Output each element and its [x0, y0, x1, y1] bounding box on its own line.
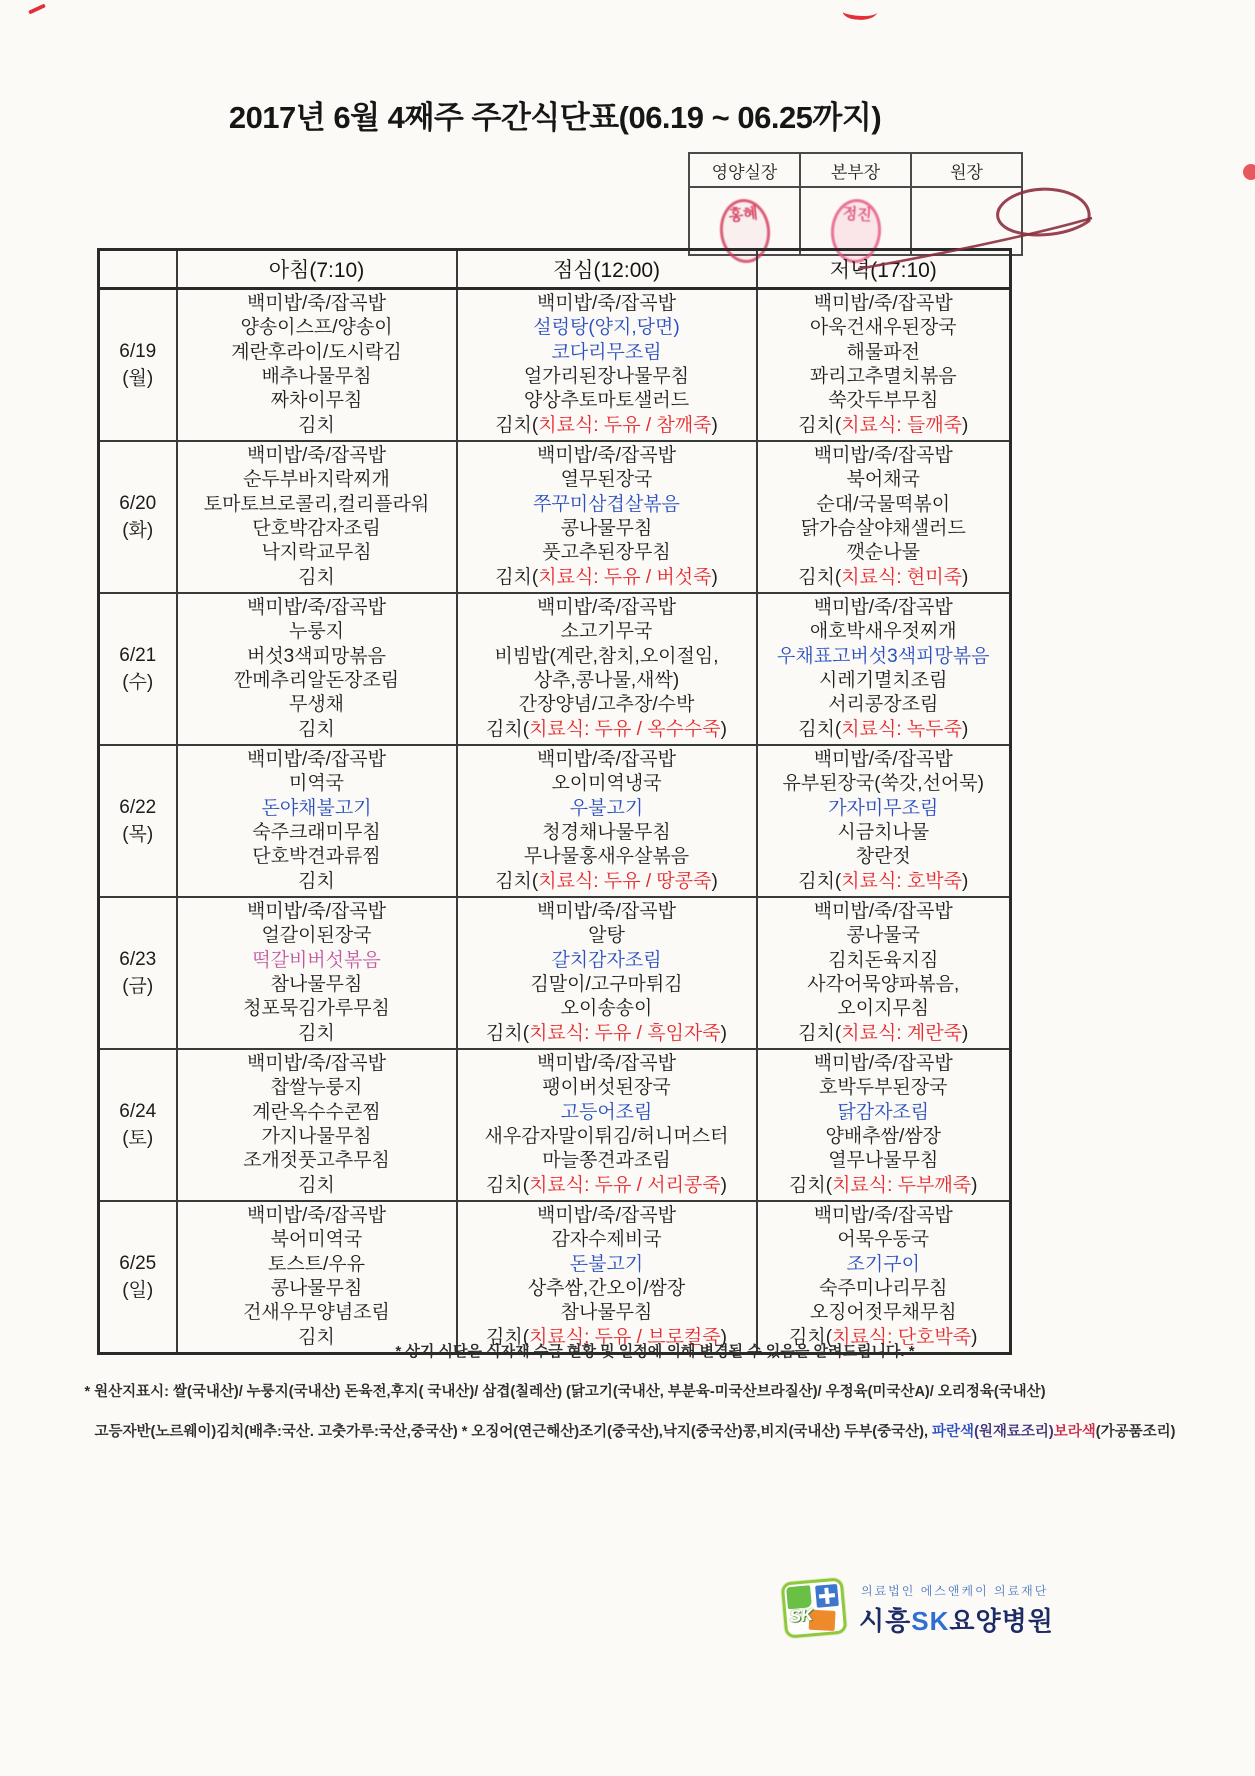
meal-cell-dinner [757, 441, 1011, 593]
date-cell [99, 441, 177, 593]
menu-item: 김치(치료식: 현미죽) [798, 566, 969, 588]
menu-item: 사각어묵양파볶음, [807, 974, 960, 995]
meal-cell-breakfast [177, 745, 457, 897]
hospital-name-suffix: 요양병원 [949, 1606, 1054, 1636]
menu-item: 갈치감자조림 [551, 949, 662, 971]
meal-cell-lunch [457, 1201, 757, 1354]
approval-header-nutrition-director: 영양실장 [689, 153, 800, 187]
red-stamp-icon: 홍혜 [716, 197, 772, 266]
date-label: 6/21 [119, 645, 157, 666]
menu-item: 백미밥/죽/잡곡밥 [813, 292, 953, 314]
menu-item: 창란젓 [855, 846, 911, 868]
menu-item: 김치(치료식: 두유 / 흑임자죽) [486, 1022, 727, 1044]
menu-item: 백미밥/죽/잡곡밥 [246, 1052, 387, 1074]
menu-item: 고등어조림 [560, 1101, 653, 1123]
menu-item: 닭가슴살야채샐러드 [800, 518, 966, 539]
menu-item: 유부된장국(쑥갓,선어묵) [782, 773, 984, 795]
menu-item: 누룽지 [288, 621, 345, 643]
legend-blue-label: 파란색 [932, 1424, 975, 1440]
menu-item: 콩나물무침 [560, 518, 653, 539]
menu-item: 닭감자조림 [837, 1101, 930, 1123]
menu-item: 김치(치료식: 두유 / 땅콩죽) [495, 870, 718, 892]
menu-item: 팽이버섯된장국 [542, 1077, 671, 1099]
page-title: 2017년 6월 4째주 주간식단표(06.19 ~ 06.25까지) [228, 100, 882, 135]
menu-item: 양상추토마토샐러드 [523, 390, 690, 412]
menu-item: 어묵우동국 [837, 1229, 930, 1251]
menu-item: 백미밥/죽/잡곡밥 [536, 596, 677, 618]
menu-day-row [99, 745, 1011, 897]
menu-item: 양배추쌈/쌈장 [825, 1126, 941, 1147]
menu-item: 토스트/우유 [267, 1253, 366, 1275]
menu-item: 백미밥/죽/잡곡밥 [536, 292, 677, 314]
menu-item: 오이지무침 [837, 998, 930, 1020]
menu-item: 오징어젓무채무침 [809, 1302, 957, 1324]
meal-cell-lunch [457, 441, 757, 593]
menu-item: 서리콩장조림 [828, 694, 939, 716]
menu-item: 김치 [298, 1326, 335, 1348]
menu-item: 숙주크래미무침 [252, 822, 381, 843]
menu-item: 얼가리된장나물무침 [523, 366, 690, 387]
menu-item: 순대/국물떡볶이 [816, 493, 951, 515]
menu-header-breakfast: 아침(7:10) [177, 250, 457, 289]
menu-item: 열무된장국 [560, 469, 653, 491]
scan-mark-top-right [842, 2, 877, 21]
menu-item: 백미밥/죽/잡곡밥 [536, 1052, 677, 1074]
menu-item: 조기구이 [846, 1253, 920, 1275]
menu-item: 새우감자말이튀김/허니머스터 [484, 1126, 729, 1147]
menu-item: 설렁탕(양지,당면) [533, 317, 680, 339]
menu-item: 백미밥/죽/잡곡밥 [813, 444, 953, 466]
menu-item: 백미밥/죽/잡곡밥 [246, 292, 387, 314]
hospital-logo [783, 1580, 1054, 1638]
menu-item: 백미밥/죽/잡곡밥 [246, 444, 387, 466]
menu-item: 깐메추리알돈장조림 [233, 670, 400, 691]
menu-item: 백미밥/죽/잡곡밥 [813, 1052, 953, 1074]
approval-header-director: 원장 [911, 153, 1022, 187]
meal-cell-lunch [457, 593, 757, 745]
menu-item: 김치(치료식: 두유 / 참깨죽) [495, 414, 718, 436]
menu-item: 무나물홍새우살볶음 [523, 846, 690, 868]
menu-table-body [99, 289, 1011, 1354]
menu-item: 백미밥/죽/잡곡밥 [536, 900, 677, 922]
meal-cell-dinner [757, 289, 1011, 442]
date-cell [99, 897, 177, 1049]
menu-item: 알탕 [588, 925, 625, 947]
menu-item: 가자미무조림 [828, 797, 939, 819]
date-label: 6/22 [119, 797, 157, 818]
menu-item: 김치 [298, 1022, 335, 1044]
approval-cell-division-head [800, 187, 911, 255]
approval-stamp-row [689, 187, 1022, 255]
legend-blue-desc: (원재료조리) [974, 1424, 1054, 1440]
approval-header-row [689, 153, 1022, 187]
date-cell [99, 593, 177, 745]
menu-item: 아욱건새우된장국 [809, 317, 957, 339]
menu-item: 해물파전 [846, 341, 920, 363]
approval-header-division-head: 본부장 [800, 153, 911, 187]
weekday-label: (화) [122, 520, 154, 541]
menu-item: 쭈꾸미삼겹살볶음 [533, 493, 680, 515]
menu-day-row [99, 289, 1011, 442]
menu-item: 김치 [298, 718, 335, 740]
menu-item: 코다리무조림 [551, 341, 662, 363]
meal-cell-dinner [757, 1049, 1011, 1201]
menu-day-row [99, 1049, 1011, 1201]
approval-cell-director [911, 187, 1022, 255]
menu-item: 계란옥수수콘찜 [252, 1101, 381, 1123]
sk-logo-icon: SK [781, 1577, 848, 1638]
menu-item: 김치 [298, 1174, 335, 1196]
weekday-label: (목) [122, 824, 154, 845]
menu-item: 백미밥/죽/잡곡밥 [246, 900, 387, 922]
menu-item: 백미밥/죽/잡곡밥 [536, 748, 677, 770]
meal-cell-breakfast [177, 593, 457, 745]
meal-cell-lunch [457, 745, 757, 897]
menu-item: 김치 [298, 870, 335, 892]
meal-cell-lunch [457, 897, 757, 1049]
menu-item: 토마토브로콜리,컬리플라워 [203, 493, 430, 515]
menu-item: 비빔밥(계란,참치,오이절임, [494, 645, 719, 667]
menu-day-row [99, 441, 1011, 593]
menu-item: 상추쌈,간오이/쌈장 [527, 1278, 686, 1299]
menu-item: 백미밥/죽/잡곡밥 [536, 1204, 677, 1226]
menu-item: 콩나물국 [846, 925, 920, 947]
menu-item: 미역국 [288, 773, 345, 795]
menu-item: 낙지락교무침 [261, 542, 372, 564]
menu-item: 호박두부된장국 [819, 1077, 948, 1099]
menu-item: 양송이스프/양송이 [240, 317, 393, 339]
weekday-label: (일) [122, 1280, 154, 1301]
scan-mark-top-left [28, 3, 46, 14]
menu-day-row [99, 593, 1011, 745]
legend-purple-desc: (가공품조리) [1095, 1424, 1176, 1440]
weekday-label: (토) [122, 1128, 154, 1149]
change-notice: * 상기 식단은 식자재 수급 현황 및 일정에 의해 변경될 수 있음을 알려드립니다. * [395, 1343, 915, 1360]
menu-item: 가지나물무침 [261, 1126, 372, 1147]
meal-cell-breakfast [177, 289, 457, 442]
menu-item: 버섯3색피망볶음 [246, 645, 387, 667]
scan-mark-right-edge [1243, 164, 1255, 180]
menu-item: 오이미역냉국 [551, 773, 662, 795]
menu-item: 꽈리고추멸치볶음 [809, 366, 957, 387]
menu-item: 북어채국 [846, 469, 920, 491]
red-stamp-icon: 정진 [828, 197, 882, 264]
menu-item: 김치(치료식: 단호박죽) [789, 1326, 978, 1348]
menu-item: 우채표고버섯3색피망볶음 [777, 645, 990, 667]
meal-cell-breakfast [177, 897, 457, 1049]
meal-cell-breakfast [177, 1201, 457, 1354]
meal-cell-breakfast [177, 441, 457, 593]
menu-item: 시레기멸치조림 [819, 670, 948, 691]
menu-item: 백미밥/죽/잡곡밥 [246, 748, 387, 770]
menu-item: 참나물무침 [560, 1302, 653, 1324]
menu-item: 짜차이무침 [270, 390, 363, 412]
menu-item: 백미밥/죽/잡곡밥 [536, 444, 677, 466]
menu-item: 우불고기 [569, 797, 644, 819]
menu-item: 김치(치료식: 들깨죽) [798, 414, 969, 436]
menu-item: 콩나물무침 [270, 1278, 363, 1299]
approval-cell-nutrition-director [689, 187, 800, 255]
menu-item: 마늘쫑견과조림 [542, 1150, 671, 1172]
menu-item: 애호박새우젓찌개 [809, 621, 957, 643]
date-cell [99, 1201, 177, 1354]
menu-item: 건새우무양념조림 [243, 1302, 390, 1324]
origin-notice-line1: * 원산지표시: 쌀(국내산)/ 누룽지(국내산) 돈육전,후지( 국내산)/ 삼겹(칠레산) (닭고기(국내산, 부분육-미국산브라질산)/ 우정육(미국산A)/ 오리정육(국내산) [84, 1384, 1046, 1400]
menu-item: 백미밥/죽/잡곡밥 [813, 748, 953, 770]
menu-item: 참나물무침 [270, 974, 363, 995]
menu-item: 단호박견과류찜 [252, 846, 381, 868]
menu-item: 김치(치료식: 두부깨죽) [789, 1174, 978, 1196]
menu-item: 깻순나물 [846, 542, 920, 564]
menu-item: 소고기무국 [560, 621, 653, 643]
legend-purple-label: 보라색 [1053, 1424, 1096, 1440]
meal-cell-breakfast [177, 1049, 457, 1201]
hospital-name [859, 1601, 1054, 1638]
date-cell [99, 289, 177, 442]
meal-cell-dinner [757, 745, 1011, 897]
meal-cell-dinner [757, 1201, 1011, 1354]
date-label: 6/23 [119, 949, 157, 970]
menu-item: 순두부바지락찌개 [243, 469, 390, 491]
date-cell [99, 745, 177, 897]
menu-item: 쑥갓두부무침 [828, 390, 939, 412]
menu-item: 간장양념/고추장/수박 [518, 694, 695, 716]
hospital-name-block [859, 1580, 1054, 1638]
menu-item: 김치(치료식: 두유 / 버섯죽) [495, 566, 718, 588]
menu-item: 상추,콩나물,새싹) [533, 670, 680, 691]
origin-notice-line2 [15, 1420, 1255, 1441]
hospital-name-prefix: 시흥 [859, 1606, 912, 1636]
menu-item: 단호박감자조림 [252, 518, 381, 539]
menu-item: 계란후라이/도시락김 [231, 341, 402, 363]
menu-item: 백미밥/죽/잡곡밥 [246, 1204, 387, 1226]
menu-item: 무생채 [288, 694, 345, 716]
weekday-label: (월) [122, 368, 154, 389]
menu-item: 돈불고기 [569, 1253, 644, 1275]
date-cell [99, 1049, 177, 1201]
menu-item: 시금치나물 [837, 822, 930, 843]
menu-item: 김치(치료식: 호박죽) [798, 870, 969, 892]
menu-item: 조개젓풋고추무침 [243, 1150, 390, 1172]
menu-header-date [99, 250, 177, 289]
menu-item: 김치(치료식: 계란죽) [798, 1022, 969, 1044]
date-label: 6/24 [119, 1101, 157, 1122]
menu-header-lunch: 점심(12:00) [457, 250, 757, 289]
foundation-name: 의료법인 에스앤케이 의료재단 [861, 1584, 1049, 1598]
weekday-label: (수) [122, 672, 154, 693]
menu-item: 찹쌀누룽지 [270, 1077, 363, 1099]
menu-item: 청경채나물무침 [542, 822, 671, 843]
menu-item: 김치돈육지짐 [828, 949, 939, 971]
menu-header-row [99, 250, 1011, 289]
approval-table [688, 152, 1023, 256]
menu-item: 숙주미나리무침 [819, 1278, 948, 1299]
menu-table [97, 248, 1012, 1355]
menu-item: 김치(치료식: 녹두죽) [798, 718, 969, 740]
menu-item: 김치(치료식: 두유 / 브로컬죽) [486, 1326, 727, 1348]
menu-item: 백미밥/죽/잡곡밥 [813, 1204, 953, 1226]
menu-item: 배추나물무침 [261, 366, 372, 387]
menu-item: 북어미역국 [270, 1229, 363, 1251]
weekday-label: (금) [122, 976, 154, 997]
meal-cell-dinner [757, 593, 1011, 745]
menu-item: 김치 [298, 566, 335, 588]
menu-item: 백미밥/죽/잡곡밥 [813, 900, 953, 922]
menu-item: 열무나물무침 [828, 1150, 939, 1172]
meal-cell-dinner [757, 897, 1011, 1049]
date-label: 6/20 [119, 493, 157, 514]
menu-item: 김치(치료식: 두유 / 서리콩죽) [486, 1174, 727, 1196]
menu-item: 돈야채불고기 [261, 797, 372, 819]
menu-item: 김치 [298, 414, 335, 436]
menu-item: 김치(치료식: 두유 / 옥수수죽) [486, 718, 727, 740]
meal-cell-lunch [457, 289, 757, 442]
menu-item: 백미밥/죽/잡곡밥 [813, 596, 953, 618]
date-label: 6/19 [119, 341, 157, 362]
menu-header-dinner: 저녁(17:10) [757, 250, 1011, 289]
menu-item: 백미밥/죽/잡곡밥 [246, 596, 387, 618]
menu-item: 청포묵김가루무침 [243, 998, 390, 1020]
hospital-name-sk: SK [911, 1606, 950, 1636]
menu-item: 얼갈이된장국 [261, 925, 372, 947]
menu-item: 떡갈비버섯볶음 [252, 949, 381, 971]
menu-item: 오이송송이 [560, 998, 653, 1020]
menu-item: 김말이/고구마튀김 [530, 974, 683, 995]
menu-item: 풋고추된장무침 [542, 542, 671, 564]
date-label: 6/25 [119, 1253, 157, 1274]
menu-day-row [99, 1201, 1011, 1354]
origin-line2-text: 고등자반(노르웨이)김치(배추:국산. 고춧가루:국산,중국산) * 오징어(연근해산)조기(중국산),낙지(중국산)콩,비지(국내산) 두부(중국산), [94, 1424, 933, 1440]
menu-day-row [99, 897, 1011, 1049]
menu-item: 감자수제비국 [551, 1229, 662, 1251]
meal-cell-lunch [457, 1049, 757, 1201]
